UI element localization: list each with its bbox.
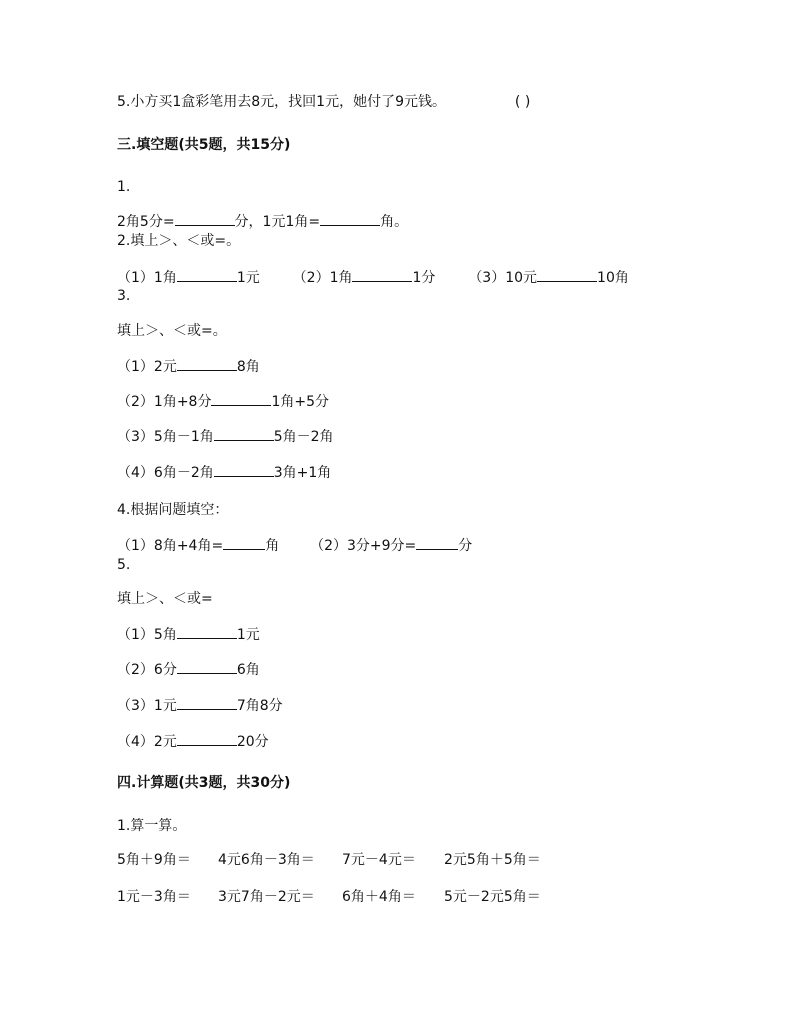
calc-question-1-heading: 1.算一算。 — [117, 818, 187, 834]
fill-question-1 — [117, 213, 408, 231]
fill-question-3-heading: 填上＞、＜或=。 — [117, 323, 227, 339]
q2-item-3-left: （3）10元 — [468, 270, 538, 286]
q3-item-left: （2）1角+8分 — [117, 394, 212, 410]
q2-item-1-right: 1元 — [236, 270, 260, 286]
q2-item-3-right: 10角 — [597, 270, 629, 286]
q3-item-right: 3角+1角 — [273, 465, 332, 481]
calc-item: 1元－3角＝ — [117, 889, 191, 905]
answer-blank[interactable] — [352, 269, 412, 282]
q1-part-a: 2角5分= — [117, 214, 175, 230]
q5-item-left: （3）1元 — [117, 698, 177, 714]
q5-item-right: 20分 — [236, 734, 269, 750]
answer-blank[interactable] — [214, 464, 274, 477]
calc-item: 7元－4元＝ — [342, 852, 416, 868]
answer-blank[interactable] — [537, 269, 597, 282]
fill-question-3-number: 3. — [117, 288, 131, 304]
q3-item — [117, 464, 331, 482]
q3-item-right: 1角+5分 — [271, 394, 329, 410]
q3-item-right: 8角 — [236, 359, 260, 375]
fill-question-4-items — [117, 537, 472, 555]
answer-blank[interactable] — [211, 393, 271, 406]
fill-question-2-heading: 2.填上＞、＜或=。 — [117, 233, 241, 249]
q4-item-2-left: （2）3分+9分= — [310, 538, 417, 554]
fill-question-5-number: 5. — [117, 557, 131, 573]
q3-item-right: 5角－2角 — [273, 429, 334, 445]
q3-item — [117, 428, 334, 446]
q5-item-left: （4）2元 — [117, 734, 177, 750]
q5-item — [117, 626, 260, 644]
answer-blank[interactable] — [416, 537, 458, 550]
q5-item-right: 6角 — [236, 662, 260, 678]
fill-question-2-items — [117, 269, 629, 287]
q3-item — [117, 358, 260, 376]
q1-part-b: 分，1元1角= — [234, 214, 321, 230]
calc-item: 4元6角－3角＝ — [218, 852, 315, 868]
q3-item — [117, 393, 329, 411]
calc-item: 3元7角－2元＝ — [218, 889, 315, 905]
answer-blank[interactable] — [223, 537, 265, 550]
answer-blank[interactable] — [214, 428, 274, 441]
fill-question-5-heading: 填上＞、＜或= — [117, 591, 213, 607]
section-3-title: 三.填空题(共5题，共15分) — [117, 137, 291, 153]
answer-blank[interactable] — [177, 626, 237, 639]
fill-question-1-number: 1. — [117, 179, 131, 195]
q2-item-1-left: （1）1角 — [117, 270, 177, 286]
q5-item — [117, 661, 260, 679]
calc-item: 5角＋9角＝ — [117, 852, 191, 868]
answer-blank[interactable] — [177, 697, 237, 710]
q5-item — [117, 733, 269, 751]
q3-item-left: （4）6角－2角 — [117, 465, 214, 481]
calc-item: 2元5角＋5角＝ — [444, 852, 541, 868]
answer-parentheses[interactable]: ( ) — [514, 94, 531, 110]
q5-item-right: 7角8分 — [236, 698, 283, 714]
section-4-title: 四.计算题(共3题，共30分) — [117, 775, 291, 791]
answer-blank[interactable] — [177, 269, 237, 282]
answer-blank[interactable] — [177, 358, 237, 371]
fill-question-4-heading: 4.根据问题填空： — [117, 502, 229, 518]
answer-blank[interactable] — [177, 661, 237, 674]
calc-item: 6角＋4角＝ — [342, 889, 416, 905]
q4-item-1-right: 角 — [265, 538, 280, 554]
answer-blank[interactable] — [320, 213, 380, 226]
q5-item-left: （2）6分 — [117, 662, 177, 678]
answer-blank[interactable] — [175, 213, 235, 226]
q3-item-left: （1）2元 — [117, 359, 177, 375]
q5-item — [117, 697, 283, 715]
q4-item-2-right: 分 — [458, 538, 473, 554]
answer-blank[interactable] — [177, 733, 237, 746]
q3-item-left: （3）5角－1角 — [117, 429, 214, 445]
q1-part-c: 角。 — [380, 214, 409, 230]
q5-item-left: （1）5角 — [117, 627, 177, 643]
q2-item-2-right: 1分 — [412, 270, 436, 286]
calc-item: 5元－2元5角＝ — [444, 889, 541, 905]
q2-item-2-left: （2）1角 — [292, 270, 353, 286]
judge-question-5 — [117, 93, 530, 111]
judge-question-text: 5.小方买1盒彩笔用去8元，找回1元，她付了9元钱。 — [117, 94, 446, 110]
q4-item-1-left: （1）8角+4角= — [117, 538, 224, 554]
q5-item-right: 1元 — [236, 627, 260, 643]
